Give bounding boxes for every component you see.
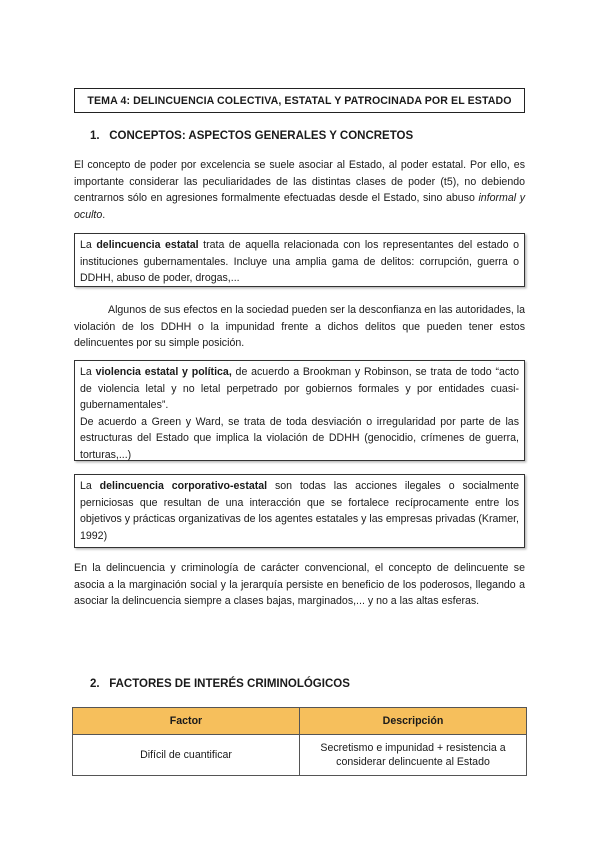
section-1-title: CONCEPTOS: ASPECTOS GENERALES Y CONCRETOS (109, 130, 414, 142)
effects-paragraph: Algunos de sus efectos en la sociedad pueden ser la desconfianza en las autoridades, la violación de los DDHH o la impunidad frente a dichos delitos que pueden tener estos delincuentes por su simple posición. (74, 304, 525, 349)
table-header-factor: Factor (73, 708, 300, 735)
factors-table (72, 707, 527, 776)
box2-second-paragraph: De acuerdo a Green y Ward, se trata de toda desviación o irregularidad por parte de las estructuras del Estado que implica la violación de DDHH (genocidio, crímenes de guerra, torturas,...) (80, 415, 519, 461)
section-1-number: 1. (90, 130, 100, 142)
definition-box-corporate-state-crime (74, 474, 525, 548)
definition-box-state-crime (74, 233, 525, 287)
box3-pre: La (80, 480, 100, 492)
document-title: TEMA 4: DELINCUENCIA COLECTIVA, ESTATAL Y PATROCINADA POR EL ESTADO (74, 88, 525, 113)
table-row (73, 735, 527, 776)
section-2-heading (90, 678, 350, 690)
table-header-description: Descripción (300, 708, 527, 735)
box3-text: son todas las acciones ilegales o socialmente perniciosas que resultan de una interacción que se fortalece recíprocamente entre los objetivos y prácticas organizativas de los agentes estatales y las empresas privadas (Kramer, 1992) (80, 480, 519, 542)
box2-text: de acuerdo a Brookman y Robinson, se trata de todo “acto de violencia letal y no letal perpetrado por gobiernos formales y por entidades cuasi-gubernamentales”. (80, 366, 519, 411)
intro-text: El concepto de poder por excelencia se suele asociar al Estado, al poder estatal. Por ello, es importante considerar las peculiaridades de las distintas clases de poder (t5), no debiendo centrarnos sólo en agresiones formalmente efectuadas desde el Estado, sino abuso (74, 159, 525, 204)
box2-term: violencia estatal y política, (95, 366, 232, 378)
section-2-title: FACTORES DE INTERÉS CRIMINOLÓGICOS (109, 678, 350, 690)
intro-paragraph (74, 157, 525, 223)
definition-box-state-violence (74, 360, 525, 461)
table-header-row (73, 708, 527, 735)
table-cell-description: Secretismo e impunidad + resistencia a considerar delincuente al Estado (300, 735, 527, 776)
box3-term: delincuencia corporativo-estatal (99, 480, 268, 492)
box1-pre: La (80, 239, 97, 251)
intro-end: . (102, 208, 106, 221)
section-1-heading (90, 130, 413, 142)
conventional-paragraph: En la delincuencia y criminología de carácter convencional, el concepto de delincuente se asocia a la marginación social y la jerarquía persiste en beneficio de los poderosos, llegando a asociar la delincuencia siempre a clases bajas, marginados,... y no a las altas esferas. (74, 562, 525, 607)
box1-text: trata de aquella relacionada con los representantes del estado o instituciones gubernamentales. Incluye una amplia gama de delitos: corrupción, guerra o DDHH, abuso de poder, drogas,... (80, 239, 520, 284)
box1-term: delincuencia estatal (96, 239, 199, 251)
box2-pre: La (80, 366, 96, 378)
section-2-number: 2. (90, 678, 100, 690)
intro-italic: informal y oculto (74, 192, 526, 221)
table-cell-factor: Difícil de cuantificar (73, 735, 300, 776)
